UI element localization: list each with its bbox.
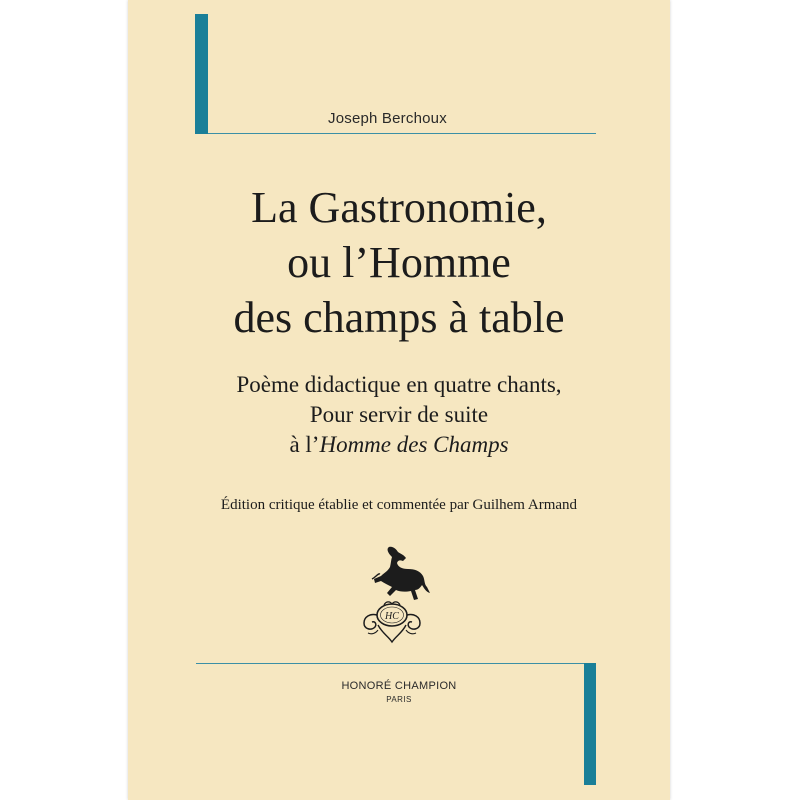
author-name: Joseph Berchoux [328,110,447,127]
logo-monogram: HC [385,611,399,622]
bottom-rule [196,663,584,664]
subtitle-prefix: à l’ [289,432,320,457]
book-cover [128,0,670,800]
editor-credit: Édition critique établie et commentée par Guilhem Armand [220,497,578,513]
publisher-horse-logo-icon [348,543,446,647]
book-title [128,180,670,345]
publisher-city: PARIS [386,695,412,704]
book-subtitle [128,370,670,460]
subtitle-line [128,430,670,460]
title-line: ou l’Homme [287,238,511,287]
subtitle-italic-title: Homme des Champs [319,432,509,457]
top-rule [208,133,596,134]
top-accent-bar [195,14,208,134]
subtitle-line: Poème didactique en quatre chants, [236,372,562,397]
title-line: des champs à table [233,293,565,342]
subtitle-line: Pour servir de suite [309,402,489,427]
title-line: La Gastronomie, [251,183,547,232]
publisher-block [128,680,670,704]
publisher-name: HONORÉ CHAMPION [341,680,457,692]
